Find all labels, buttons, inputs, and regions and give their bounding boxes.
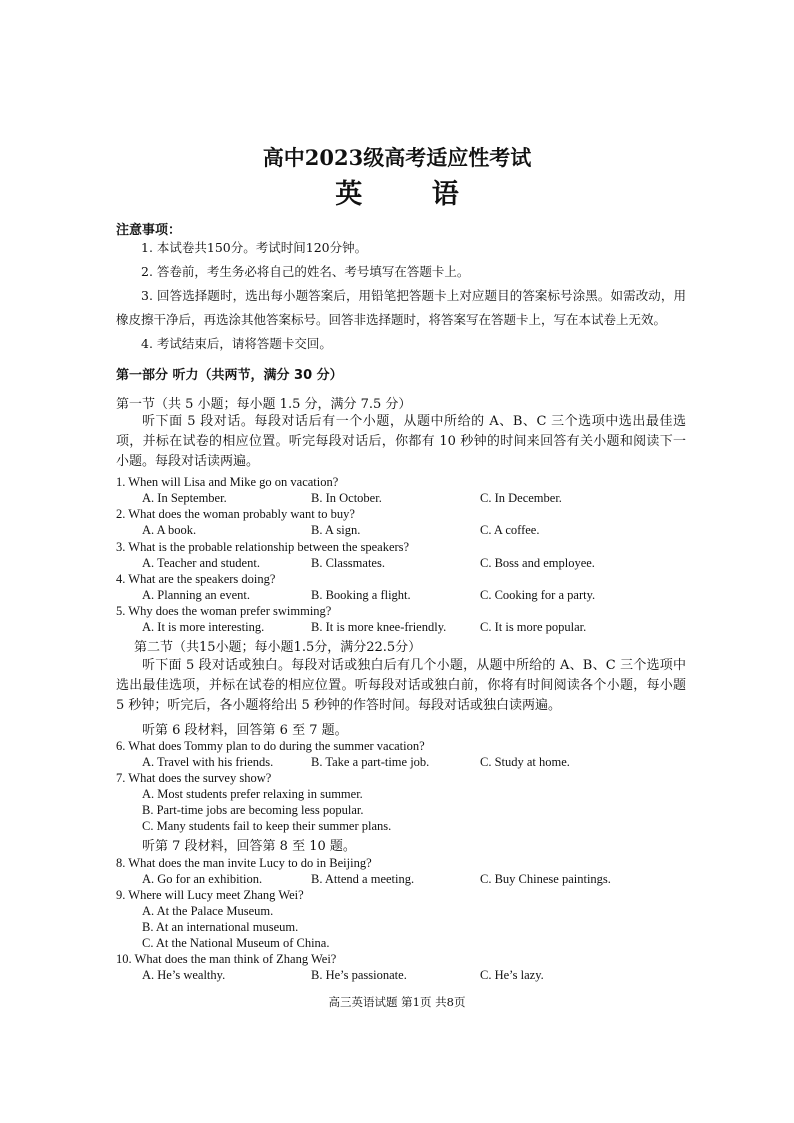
section2-instructions — [116, 656, 686, 716]
option-b: B. A sign. — [311, 523, 361, 537]
option-a: A. In September. — [142, 491, 227, 505]
option-a: A. He’s wealthy. — [142, 968, 226, 982]
option-c: C. A coffee. — [480, 523, 540, 537]
option-c: C. Many students fail to keep their summer plans. — [142, 819, 392, 833]
option-c: C. Buy Chinese paintings. — [480, 872, 611, 886]
option-a: A. Travel with his friends. — [142, 755, 274, 769]
material-6-note: 听第 6 段材料，回答第 6 至 7 题。 — [142, 723, 348, 738]
question-10: 10. What does the man think of Zhang Wei? — [116, 952, 337, 966]
option-c: C. It is more popular. — [480, 620, 587, 634]
option-a: A. Go for an exhibition. — [142, 872, 263, 886]
instructions-text: 听下面 5 段对话或独白。每段对话或独白后有几个小题，从题中所给的 A、B、C 三个选项中选出最佳选项，并标在试卷的相应位置。听每段对话或独白前，你将有时间阅读各个小题，每小题 5 秒钟；听完后，各小题将给出 5 秒钟的作答时间。每段对话或独白读两遍。 — [116, 658, 686, 713]
option-c: C. At the National Museum of China. — [142, 936, 330, 950]
option-b: B. It is more knee-friendly. — [311, 620, 447, 634]
option-b: B. Part-time jobs are becoming less popular. — [142, 803, 364, 817]
option-b: B. Booking a flight. — [311, 588, 411, 602]
section1-instructions — [116, 412, 686, 472]
subject-title: 英 语 — [335, 179, 489, 210]
question-8: 8. What does the man invite Lucy to do in Beijing? — [116, 856, 372, 870]
option-c: C. He’s lazy. — [480, 968, 544, 982]
option-a: A. A book. — [142, 523, 197, 537]
option-b: B. Attend a meeting. — [311, 872, 415, 886]
option-a: A. Teacher and student. — [142, 556, 260, 570]
option-a: A. Planning an event. — [142, 588, 250, 602]
question-5: 5. Why does the woman prefer swimming? — [116, 604, 332, 618]
notice-heading: 注意事项： — [116, 223, 182, 238]
instructions-text: 听下面 5 段对话。每段对话后有一个小题，从题中所给的 A、B、C 三个选项中选出最佳选项，并标在试卷的相应位置。听完每段对话后，你都有 10 秒钟的时间来回答有关小题和阅读下一小题。每段对话读两遍。 — [116, 414, 686, 469]
option-b: B. Classmates. — [311, 556, 385, 570]
option-a: A. It is more interesting. — [142, 620, 265, 634]
page-footer: 高三英语试题 第1页 共8页 — [328, 995, 466, 1009]
notice-item: 4. 考试结束后，请将答题卡交回。 — [141, 336, 332, 351]
option-c: C. Cooking for a party. — [480, 588, 596, 602]
option-b: B. At an international museum. — [142, 920, 299, 934]
option-b: B. Take a part-time job. — [311, 755, 430, 769]
option-c: C. Boss and employee. — [480, 556, 595, 570]
notice-item: 2. 答卷前，考生务必将自己的姓名、考号填写在答题卡上。 — [141, 264, 470, 279]
section2-heading: 第二节（共15小题；每小题1.5分，满分22.5分） — [134, 640, 422, 655]
option-b: B. He’s passionate. — [311, 968, 407, 982]
option-b: B. In October. — [311, 491, 382, 505]
option-c: C. In December. — [480, 491, 562, 505]
question-2: 2. What does the woman probably want to buy? — [116, 507, 355, 521]
section1-heading: 第一节（共 5 小题；每小题 1.5 分，满分 7.5 分） — [116, 397, 412, 412]
question-9: 9. Where will Lucy meet Zhang Wei? — [116, 888, 304, 902]
option-a: A. Most students prefer relaxing in summer. — [142, 787, 363, 801]
option-c: C. Study at home. — [480, 755, 570, 769]
material-7-note: 听第 7 段材料，回答第 8 至 10 题。 — [142, 839, 356, 854]
notice-item: 3. 回答选择题时，选出每小题答案后，用铅笔把答题卡上对应题目的答案标号涂黑。如需改动，用橡皮擦干净后，再选涂其他答案标号。回答非选择题时，将答案写在答题卡上，写在本试卷上无效。 — [116, 288, 686, 327]
question-6: 6. What does Tommy plan to do during the summer vacation? — [116, 739, 425, 753]
notice-item: 1. 本试卷共150分。考试时间120分钟。 — [141, 240, 368, 255]
question-7: 7. What does the survey show? — [116, 771, 272, 785]
part1-heading: 第一部分 听力（共两节，满分 30 分） — [116, 368, 343, 383]
question-1: 1. When will Lisa and Mike go on vacation? — [116, 475, 339, 489]
question-3: 3. What is the probable relationship between the speakers? — [116, 540, 410, 554]
exam-title: 高中2023级高考适应性考试 — [262, 145, 532, 170]
option-a: A. At the Palace Museum. — [142, 904, 274, 918]
question-4: 4. What are the speakers doing? — [116, 572, 276, 586]
notice-list — [116, 236, 686, 356]
